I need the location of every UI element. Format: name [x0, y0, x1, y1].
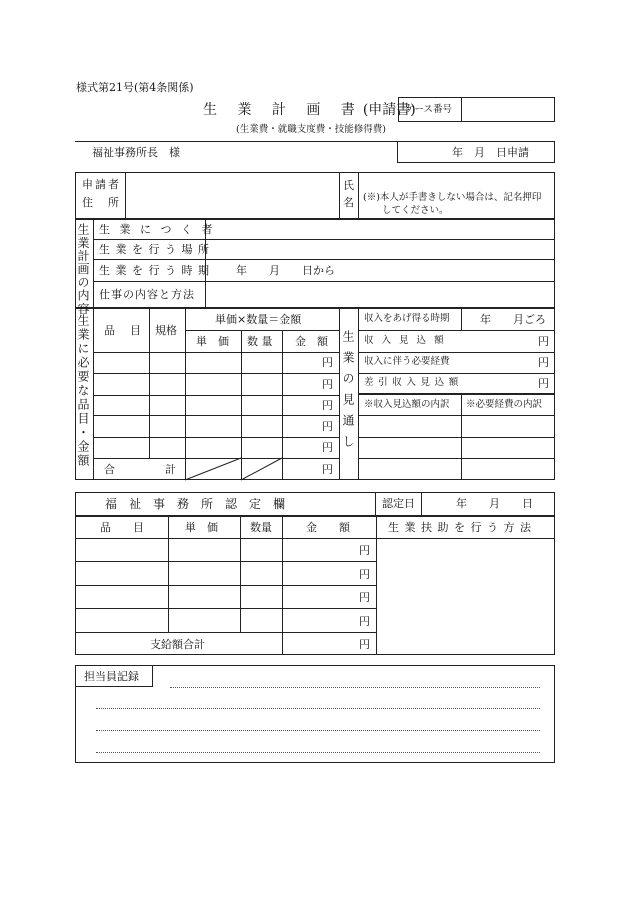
- plan-row-label-2: 生 業 を 行 う 場 所: [99, 243, 210, 256]
- approval-date-label: 認定日: [382, 497, 415, 510]
- items-col-item: 品 目: [104, 324, 143, 337]
- form-title: [203, 103, 416, 117]
- approval-total-label: 支給額合計: [150, 638, 205, 651]
- case-number-label: ケース番号: [405, 104, 453, 115]
- name-note-1: (※)本人が手書きしない場合は、記名押印: [363, 192, 542, 203]
- approval-total-yen: 円: [359, 638, 370, 651]
- items-col-quantity: 数 量: [247, 335, 273, 348]
- record-label: 担当員記録: [84, 670, 139, 683]
- name-note-2: してください。: [382, 205, 449, 216]
- items-yen-2: 円: [322, 378, 333, 391]
- items-section-label: 生業に必要な品目・金額: [76, 314, 90, 468]
- required-expenses-yen: 円: [538, 356, 549, 369]
- outlook-section-label: 生業の見通し: [341, 330, 355, 456]
- record-line-3[interactable]: [96, 730, 540, 731]
- items-yen-1: 円: [322, 356, 333, 369]
- expense-breakdown-label: ※必要経費の内訳: [466, 399, 543, 410]
- form-subtitle: (生業費・就職支度費・技能修得費): [236, 124, 386, 135]
- approval-col-method: 生 業 扶 助 を 行 う 方 法: [388, 521, 532, 534]
- approval-col-unit-price: 単 価: [185, 521, 218, 534]
- approval-yen-3: 円: [359, 591, 370, 604]
- name-label-2: 名: [343, 196, 354, 209]
- approval-date-value[interactable]: 年 月 日: [456, 497, 533, 510]
- items-col-unit-price: 単 価: [196, 335, 229, 348]
- plan-section-label: 生業計画の内容: [76, 223, 90, 316]
- income-expected-label: 収 入 見 込 額: [364, 335, 447, 346]
- form-title-suffix: (申請書): [362, 102, 416, 118]
- items-total-diagonals: [185, 458, 285, 480]
- form-number: 様式第21号(第4条関係): [76, 81, 194, 94]
- name-label-1: 氏: [343, 179, 354, 192]
- plan-row-label-3: 生 業 を 行 う 時 期: [99, 264, 210, 277]
- items-yen-4: 円: [322, 420, 333, 433]
- form-title-main: 生 業 計 画 書: [203, 102, 363, 118]
- approval-col-quantity: 数量: [250, 521, 272, 534]
- addressee: 福祉事務所長 様: [92, 146, 180, 159]
- plan-row-label-1: 生 業 に つ く 者: [99, 223, 216, 236]
- approval-yen-2: 円: [359, 568, 370, 581]
- items-col-formula: 単価×数量＝金額: [215, 313, 302, 326]
- items-total-label-1: 合: [104, 463, 115, 476]
- plan-row-label-4: 仕事の内容と方法: [99, 288, 195, 301]
- income-time-label: 収入をあげ得る時期: [364, 313, 450, 324]
- approval-yen-1: 円: [359, 544, 370, 557]
- applicant-address-field[interactable]: [130, 180, 335, 210]
- net-income-yen: 円: [538, 377, 549, 390]
- income-expected-yen: 円: [538, 335, 549, 348]
- items-yen-total: 円: [322, 463, 333, 476]
- income-breakdown-label: ※収入見込額の内訳: [364, 399, 450, 410]
- items-col-spec: 規格: [155, 324, 177, 337]
- record-line-4[interactable]: [96, 752, 540, 753]
- income-time-value[interactable]: 年 月ごろ: [480, 313, 546, 326]
- record-line-2[interactable]: [96, 708, 540, 709]
- plan-value-3[interactable]: 年 月 日から: [236, 264, 335, 277]
- items-yen-5: 円: [322, 441, 333, 454]
- approval-section-title: 福 祉 事 務 所 認 定 欄: [105, 497, 286, 511]
- approval-yen-4: 円: [359, 615, 370, 628]
- items-yen-3: 円: [322, 399, 333, 412]
- applicant-label-1: 申請者: [82, 178, 121, 191]
- record-line-1[interactable]: [170, 687, 540, 688]
- items-col-amount: 金 額: [295, 335, 328, 348]
- net-income-label: 差 引 収 入 見 込 額: [364, 377, 460, 388]
- approval-col-amount: 金 額: [306, 521, 350, 534]
- approval-col-item: 品 目: [100, 521, 144, 534]
- applicant-label-2: 住 所: [82, 196, 121, 209]
- required-expenses-label: 収入に伴う必要経費: [364, 356, 450, 367]
- application-date[interactable]: 年 月 日申請: [452, 146, 529, 159]
- items-total-label-2: 計: [165, 463, 176, 476]
